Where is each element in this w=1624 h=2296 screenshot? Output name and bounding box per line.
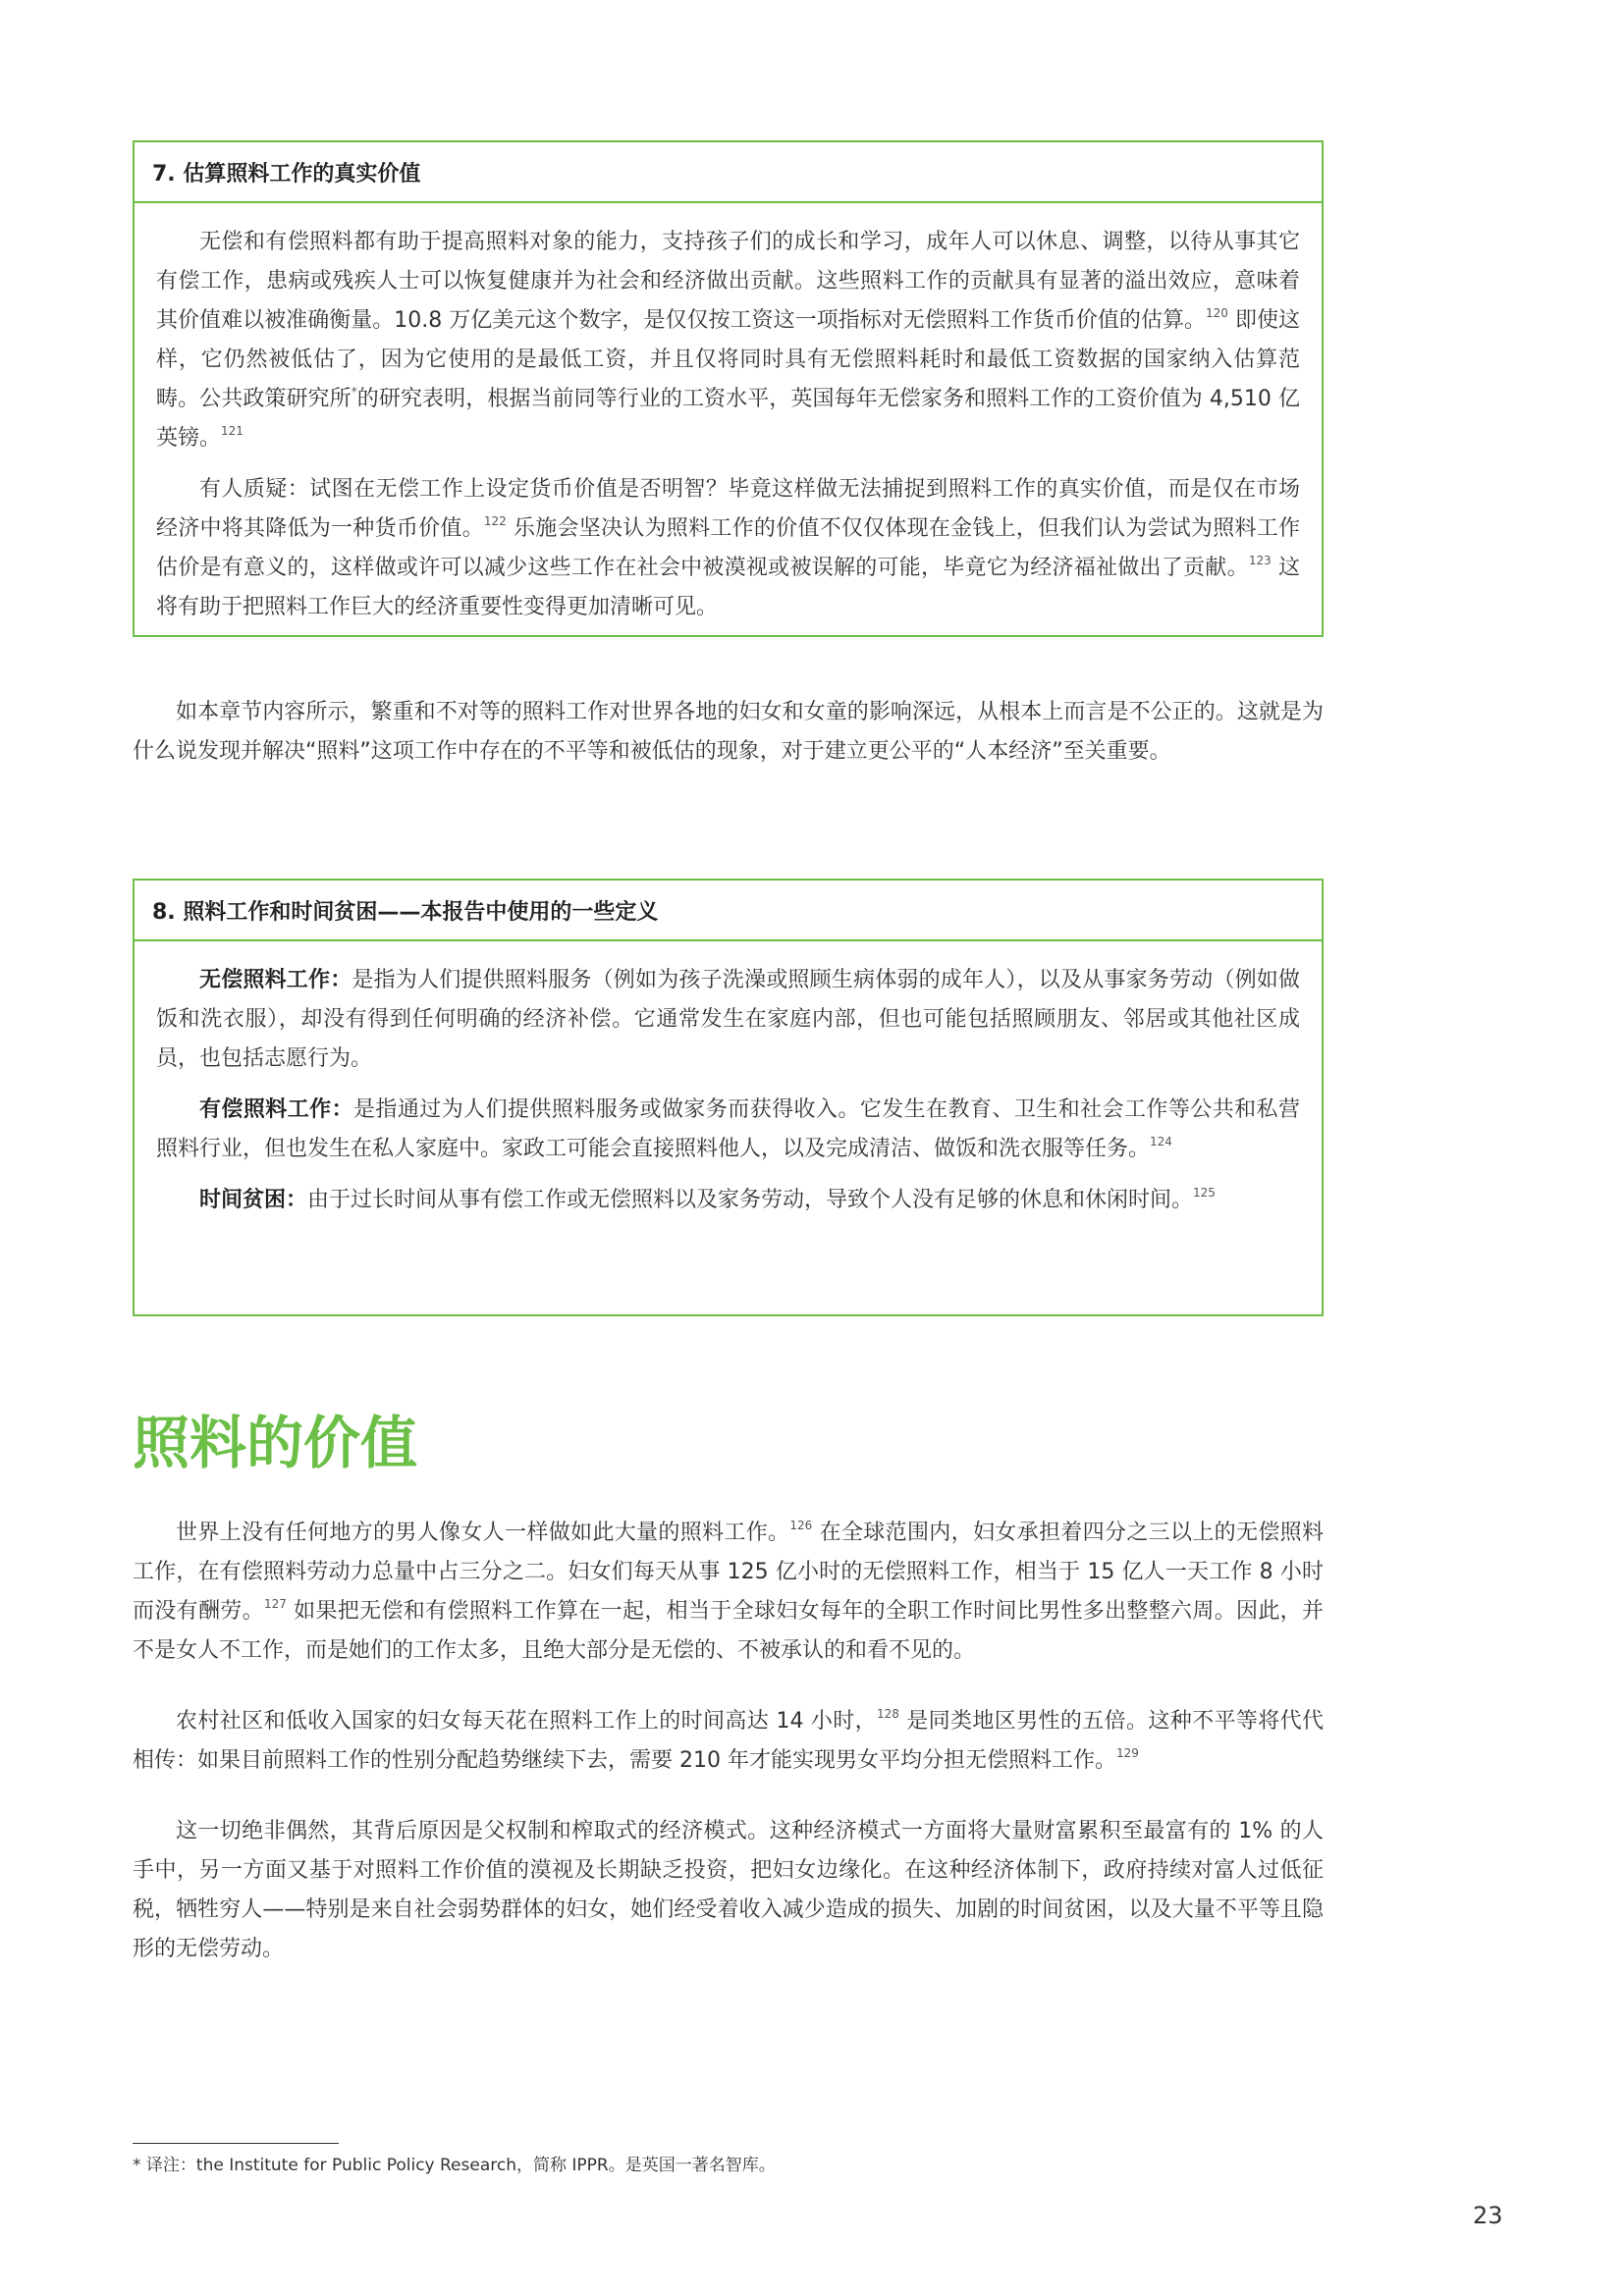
footnote-ref: 123: [1248, 554, 1272, 567]
box-8-title: 8. 照料工作和时间贫困——本报告中使用的一些定义: [135, 881, 1322, 941]
page-number: 23: [1473, 2202, 1503, 2229]
intro-paragraph: 如本章节内容所示，繁重和不对等的照料工作对世界各地的妇女和女童的影响深远，从根本上而言是不公正的。这就是为什么说发现并解决“照料”这项工作中存在的不平等和被低估的现象，对于建立更公平的“人本经济”至关重要。: [133, 700, 1324, 764]
footnote-ref: 124: [1150, 1135, 1172, 1148]
box-7-paragraph-2: 有人质疑：试图在无偿工作上设定货币价值是否明智？毕竟这样做无法捕捉到照料工作的真实价值，而是仅在市场经济中将其降低为一种货币价值。$^{122}$ 乐施会坚决认为照料工作的价值不仅仅体现在金钱上，但我们认为尝试为照料工作估价是有意义的，这样做或许可以减少这些工作在社会中被漠视或被误解的可能，毕竟它为经济福祉做出了贡献。$^{123}$ 这将有助于把照料工作巨大的经济重要性变得更加清晰可见。: [156, 477, 1300, 619]
definition-term: 有偿照料工作：: [199, 1097, 353, 1122]
footnote-ref: 128: [876, 1707, 899, 1721]
definition-unpaid-care: 无偿照料工作：是指为人们提供照料服务（例如为孩子洗澡或照顾生病体弱的成年人），以及从事家务劳动（例如做饭和洗衣服），却没有得到任何明确的经济补偿。它通常发生在家庭内部，但也可能包括照顾朋友、邻居或其他社区成员，也包括志愿行为。: [156, 968, 1300, 1071]
section-title: 照料的价值: [133, 1410, 418, 1476]
definition-term: 时间贫困：: [199, 1188, 308, 1212]
definition-paid-care: 有偿照料工作：是指通过为人们提供照料服务或做家务而获得收入。它发生在教育、卫生和社会工作等公共和私营照料行业，但也发生在私人家庭中。家政工可能会直接照料他人，以及完成清洁、做饭和洗衣服等任务。$^{124}$: [156, 1097, 1300, 1161]
definition-time-poverty: 时间贫困：由于过长时间从事有偿工作或无偿照料以及家务劳动，导致个人没有足够的休息和休闲时间。$^{125}$: [199, 1186, 1216, 1212]
section-paragraph-3: 这一切绝非偶然，其背后原因是父权制和榨取式的经济模式。这种经济模式一方面将大量财富累积至最富有的 1% 的人手中，另一方面又基于对照料工作价值的漠视及长期缺乏投资，把妇女边缘化。在这种经济体制下，政府持续对富人过低征税，牺牲穷人——特别是来自社会弱势群体的妇女，她们经受着收入减少造成的损失、加剧的时间贫困，以及大量不平等且隐形的无偿劳动。: [133, 1819, 1324, 1961]
footnote-ref: 121: [221, 424, 244, 438]
section-paragraph-1: 世界上没有任何地方的男人像女人一样做如此大量的照料工作。$^{126}$ 在全球范围内，妇女承担着四分之三以上的无偿照料工作，在有偿照料劳动力总量中占三分之二。妇女们每天从事 125 亿小时的无偿照料工作，相当于 15 亿人一天工作 8 小时而没有酬劳。$^{127}$ 如果把无偿和有偿照料工作算在一起，相当于全球妇女每年的全职工作时间比男性多出整整六周。因此，并不是女人不工作，而是她们的工作太多，且绝大部分是无偿的、不被承认的和看不见的。: [133, 1519, 1324, 1663]
box-7-paragraph-1: 无偿和有偿照料都有助于提高照料对象的能力，支持孩子们的成长和学习，成年人可以休息、调整，以待从事其它有偿工作，患病或残疾人士可以恢复健康并为社会和经济做出贡献。这些照料工作的贡献具有显著的溢出效应，意味着其价值难以被准确衡量。10.8 万亿美元这个数字，是仅仅按工资这一项指标对无偿照料工作货币价值的估算。$^{120}$ 即使这样，它仍然被低估了，因为它使用的是最低工资，并且仅将同时具有无偿照料耗时和最低工资数据的国家纳入估算范畴。公共政策研究所*的研究表明，根据当前同等行业的工资水平，英国每年无偿家务和照料工作的工资价值为 4,510 亿英镑。$^{121}$: [156, 230, 1300, 451]
footnote-ref: 127: [263, 1597, 287, 1611]
footnote-ref: *: [351, 385, 357, 399]
info-box-7: [133, 140, 1324, 637]
intro-text: [133, 693, 1324, 803]
definition-term: 无偿照料工作：: [199, 968, 352, 992]
info-box-8: [133, 879, 1324, 1316]
footnote-ref: 126: [789, 1519, 813, 1532]
section-paragraph-2: 农村社区和低收入国家的妇女每天花在照料工作上的时间高达 14 小时，$^{128}$ 是同类地区男性的五倍。这种不平等将代代相传：如果目前照料工作的性别分配趋势继续下去，需要 210 年才能实现男女平均分担无偿照料工作。$^{129}$: [133, 1707, 1325, 1773]
footnote-ref: 125: [1193, 1186, 1216, 1200]
footnote-divider: [133, 2143, 339, 2144]
box-7-title: 7. 估算照料工作的真实价值: [135, 142, 1322, 203]
section-body: [133, 1514, 1324, 2001]
footnote-ref: 129: [1115, 1746, 1139, 1760]
footnote-ref: 120: [1206, 306, 1228, 320]
footnote-ref: 122: [483, 514, 507, 528]
footnote: * 译注：the Institute for Public Policy Research，简称 IPPR。是英国一著名智库。: [133, 2156, 776, 2175]
